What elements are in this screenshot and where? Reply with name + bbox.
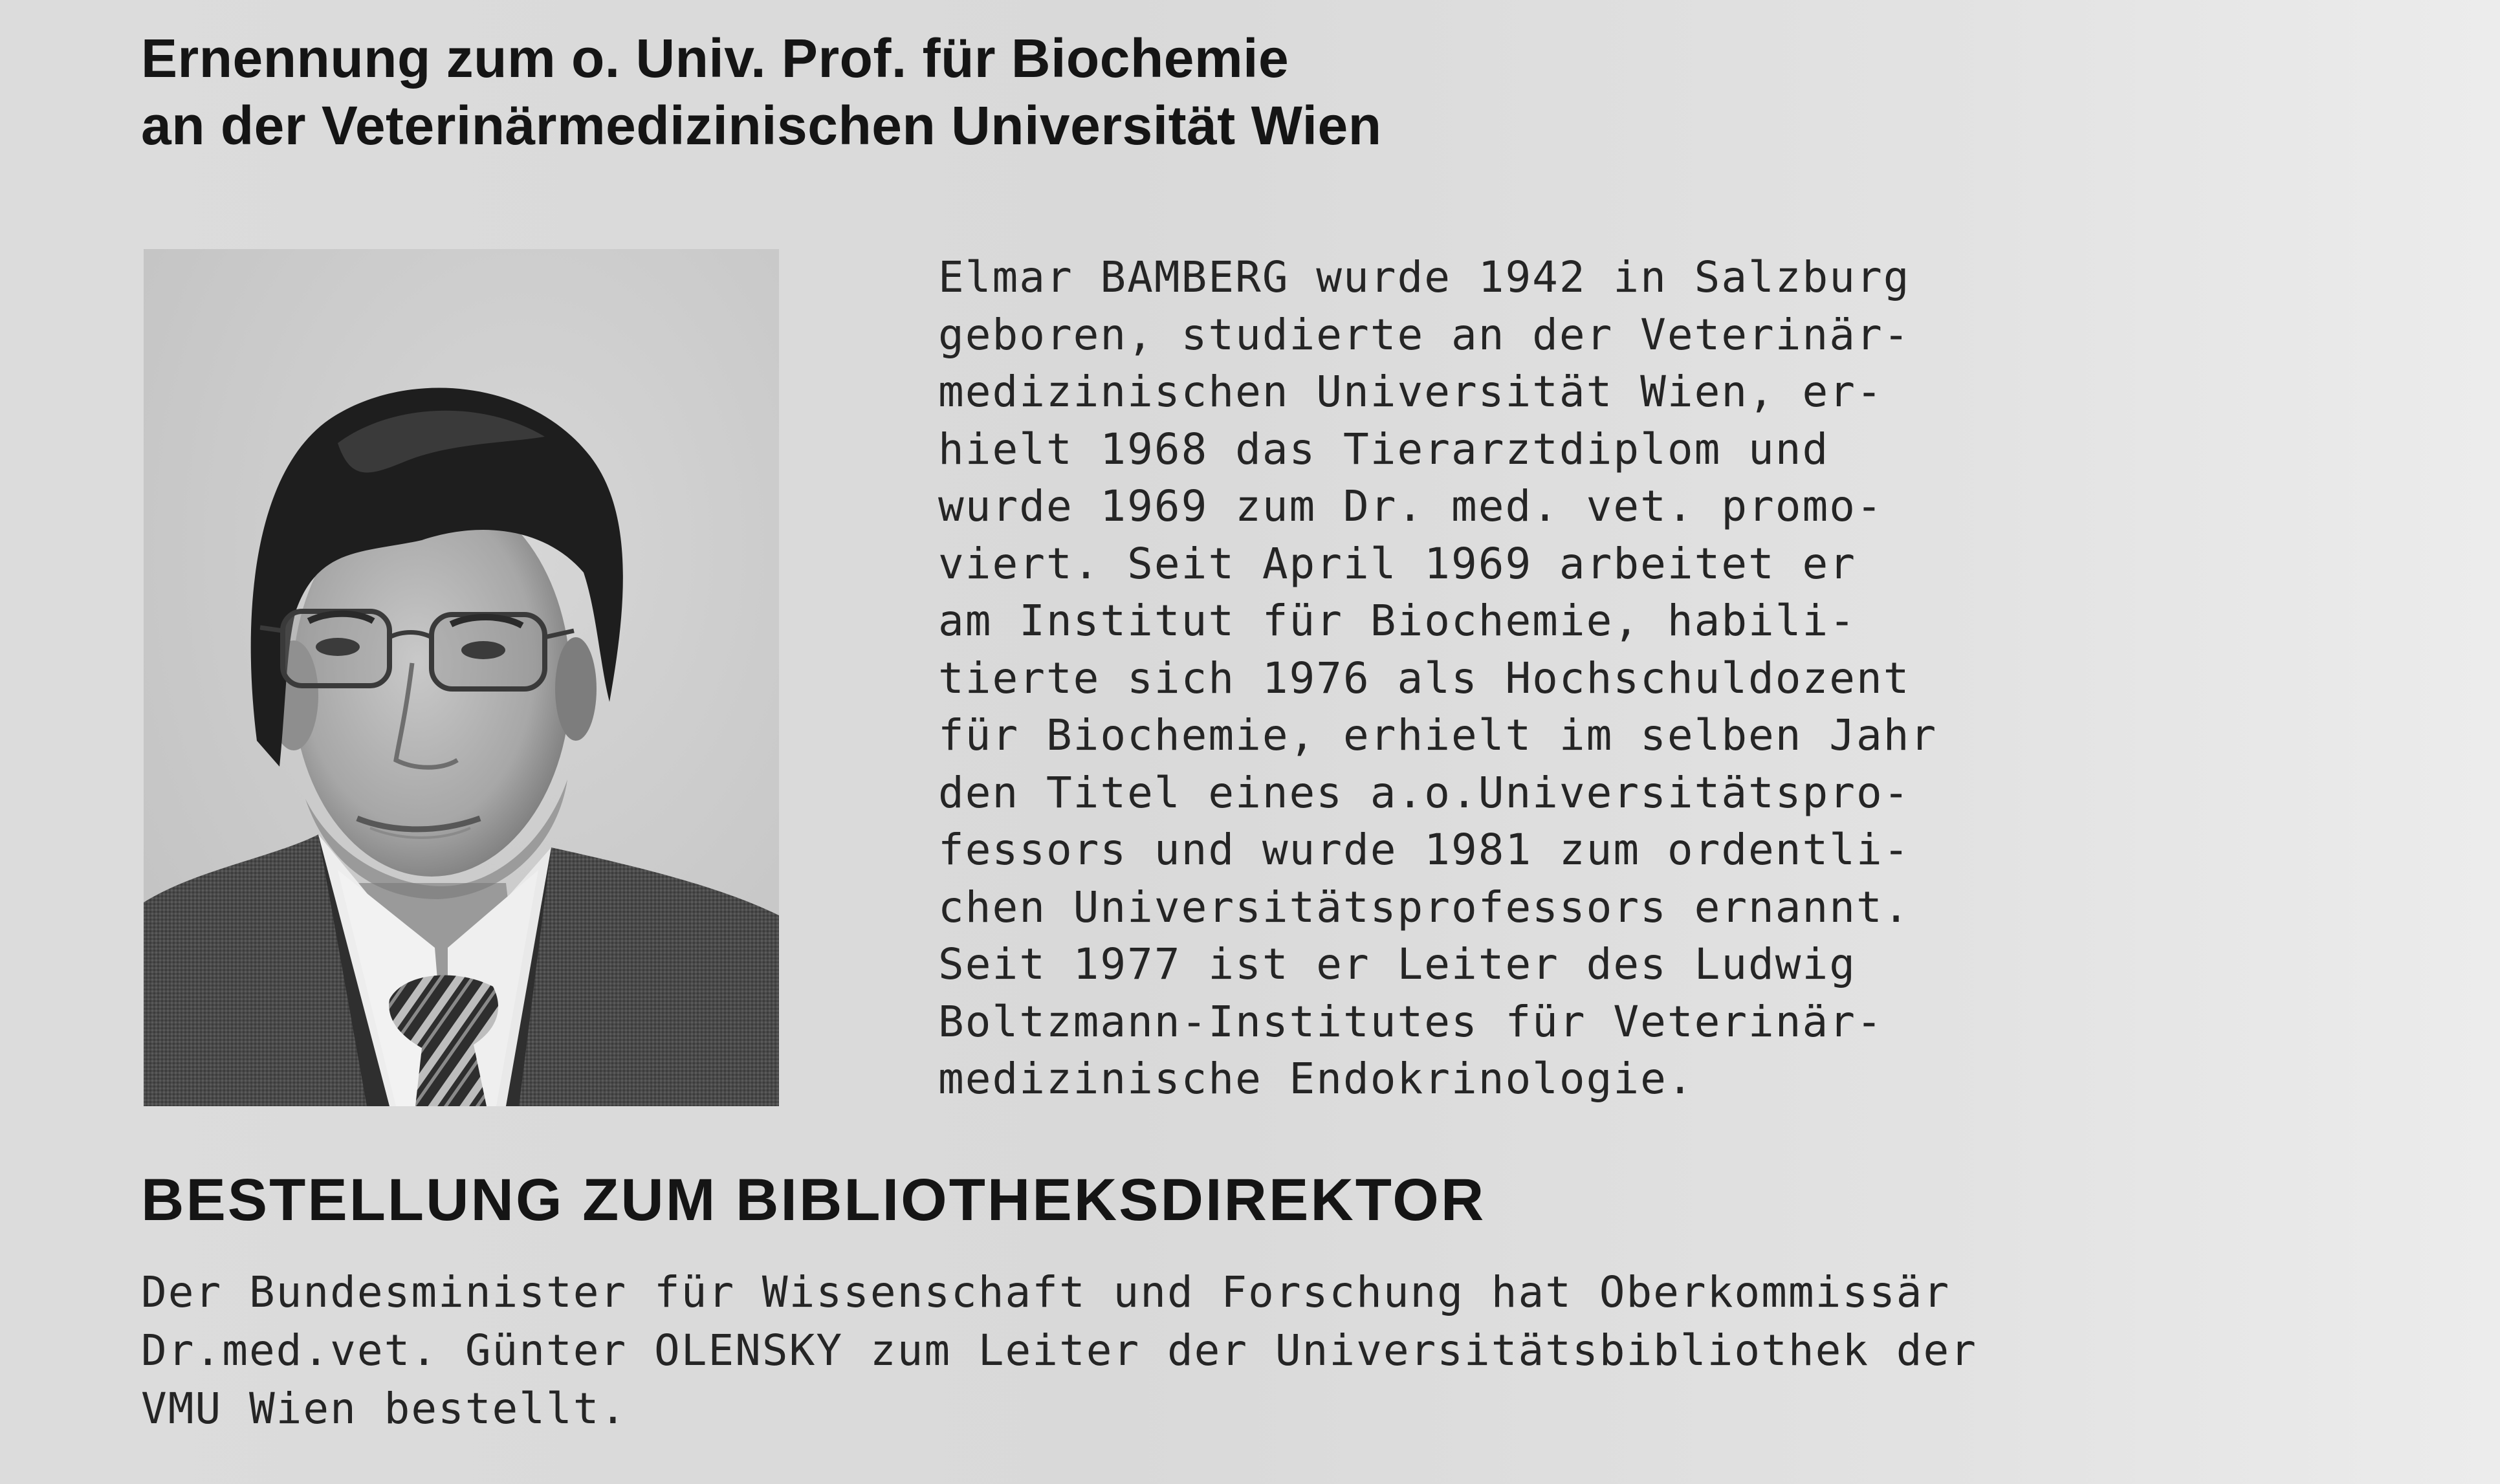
section-heading: BESTELLUNG ZUM BIBLIOTHEKSDIREKTOR xyxy=(141,1167,1486,1233)
bio-line: Boltzmann-Institutes für Veterinär- xyxy=(938,996,1883,1047)
bio-line: hielt 1968 das Tierarztdiplom und xyxy=(938,424,1830,474)
portrait-image xyxy=(144,249,779,1106)
bio-line: Seit 1977 ist er Leiter des Ludwig xyxy=(938,939,1857,989)
portrait-photo xyxy=(144,249,779,1106)
title-line-2: an der Veterinärmedizinischen Universität Wien xyxy=(141,95,1382,156)
notice-line: Der Bundesminister für Wissenschaft und Forschung hat Oberkommissär xyxy=(141,1267,1951,1317)
bio-line: tierte sich 1976 als Hochschuldozent xyxy=(938,653,1911,703)
bio-line: medizinische Endokrinologie. xyxy=(938,1054,1694,1104)
bio-line: für Biochemie, erhielt im selben Jahr xyxy=(938,710,1938,760)
title-line-1: Ernennung zum o. Univ. Prof. für Biochemie xyxy=(141,28,1289,89)
article-title xyxy=(141,25,1823,159)
bio-line: am Institut für Biochemie, habili- xyxy=(938,596,1857,646)
bio-line: fessors und wurde 1981 zum ordentli- xyxy=(938,825,1911,875)
appointment-notice xyxy=(141,1263,2406,1438)
biography-text xyxy=(938,249,2051,1108)
bio-line: viert. Seit April 1969 arbeitet er xyxy=(938,538,1857,589)
bio-line: den Titel eines a.o.Universitätspro- xyxy=(938,767,1911,818)
notice-line: Dr.med.vet. Günter OLENSKY zum Leiter der Universitätsbibliothek der xyxy=(141,1326,1978,1375)
bio-line: geboren, studierte an der Veterinär- xyxy=(938,309,1911,360)
bio-line: Elmar BAMBERG wurde 1942 in Salzburg xyxy=(938,252,1911,302)
notice-line: VMU Wien bestellt. xyxy=(141,1384,628,1434)
bio-line: wurde 1969 zum Dr. med. vet. promo- xyxy=(938,481,1883,531)
bio-line: chen Universitätsprofessors ernannt. xyxy=(938,882,1911,932)
bio-line: medizinischen Universität Wien, er- xyxy=(938,367,1883,417)
